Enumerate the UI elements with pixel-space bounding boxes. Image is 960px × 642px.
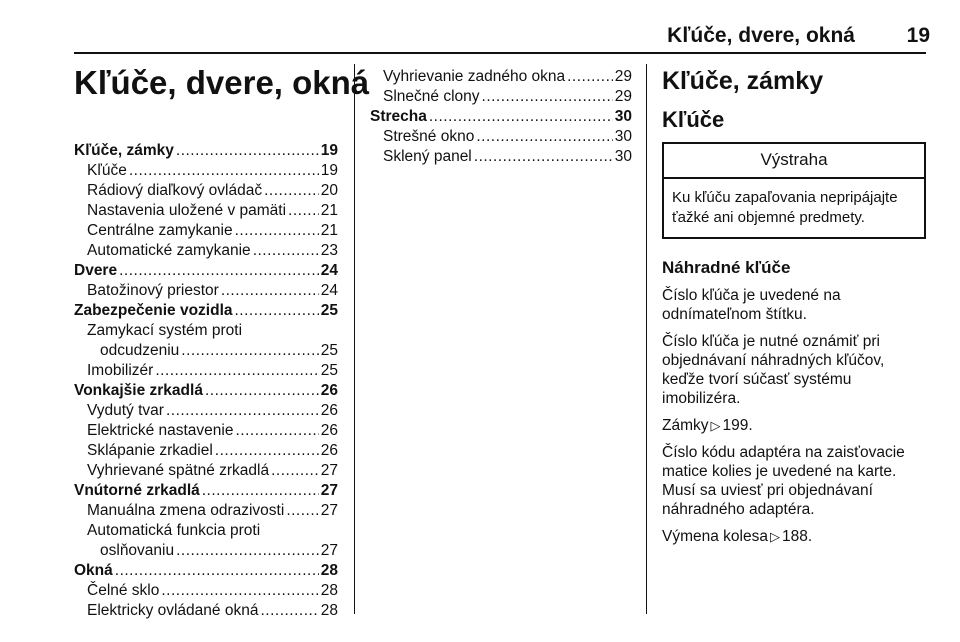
toc-entry-page: 28: [320, 602, 338, 619]
toc-entry[interactable]: [74, 401, 338, 421]
column-divider-left: [354, 64, 355, 614]
table-of-contents-column-2: [370, 67, 632, 167]
toc-entry-page: 29: [614, 68, 632, 85]
toc-entry-page: 30: [614, 108, 632, 125]
running-header-title: Kľúče, dvere, okná: [667, 24, 855, 47]
toc-entry[interactable]: [74, 581, 338, 601]
toc-entry-page: 24: [320, 262, 338, 279]
content-column: [662, 64, 926, 546]
toc-entry-page: 26: [320, 402, 338, 419]
toc-entry-page: 19: [320, 162, 338, 179]
toc-entry-label: Sklápanie zrkadiel: [87, 442, 213, 459]
toc-entry-page: 27: [320, 502, 338, 519]
toc-dot-leader: [235, 421, 318, 441]
toc-entry-page: 26: [320, 382, 338, 399]
toc-entry[interactable]: [370, 67, 632, 87]
toc-entry[interactable]: [74, 501, 338, 521]
table-of-contents-column-1: [74, 141, 338, 621]
body-paragraph: [662, 286, 926, 324]
toc-entry[interactable]: [74, 421, 338, 441]
toc-entry-label: Zabezpečenie vozidla: [74, 302, 233, 319]
warning-text: Ku kľúču zapaľovania nepripájajte ťažké ani objemné predmety.: [672, 189, 898, 226]
toc-entry-page: 28: [320, 582, 338, 599]
paragraph-text: Číslo kľúča je uvedené na odnímateľnom štítku.: [662, 287, 841, 323]
toc-entry-page: 28: [320, 562, 338, 579]
toc-entry-line: Zamykací systém proti: [87, 322, 243, 339]
toc-dot-leader: [476, 127, 612, 147]
toc-entry-label: Elektrické nastavenie: [87, 422, 234, 439]
toc-entry[interactable]: [74, 221, 338, 241]
toc-entry-page: 27: [320, 482, 338, 499]
toc-section-entry[interactable]: [74, 301, 338, 321]
toc-entry-page: 19: [320, 142, 338, 159]
toc-entry-page: 25: [320, 362, 338, 379]
toc-dot-leader: [166, 401, 319, 421]
arrow-reference-icon: ▷: [710, 418, 721, 433]
warning-box: [662, 142, 926, 239]
toc-dot-leader: [176, 141, 319, 161]
toc-entry-page: 29: [614, 88, 632, 105]
toc-entry-label: Slnečné clony: [383, 88, 480, 105]
toc-entry-page: 27: [320, 542, 338, 559]
toc-entry-label: Nastavenia uložené v pamäti: [87, 202, 287, 219]
toc-dot-leader: [235, 301, 319, 321]
toc-entry-label: odcudzeniu: [100, 342, 180, 359]
toc-dot-leader: [567, 67, 613, 87]
body-paragraph: [662, 443, 926, 519]
toc-section-entry[interactable]: [74, 261, 338, 281]
toc-section-entry[interactable]: [74, 481, 338, 501]
toc-dot-leader: [176, 541, 319, 561]
chapter-title: Kľúče, dvere, okná: [74, 64, 370, 101]
toc-entry-page: 26: [320, 442, 338, 459]
toc-entry-label: Okná: [74, 562, 113, 579]
toc-entry-label: Elektricky ovládané okná: [87, 602, 259, 619]
toc-entry[interactable]: [370, 127, 632, 147]
toc-dot-leader: [161, 581, 318, 601]
toc-entry-label: Automatické zamykanie: [87, 242, 251, 259]
toc-entry-label: Manuálna zmena odrazivosti: [87, 502, 285, 519]
toc-dot-leader: [129, 161, 319, 181]
toc-dot-leader: [260, 601, 318, 621]
toc-dot-leader: [288, 201, 319, 221]
toc-entry-label: Rádiový diaľkový ovládač: [87, 182, 263, 199]
toc-dot-leader: [155, 361, 318, 381]
toc-entry[interactable]: [74, 541, 338, 561]
toc-entry-label: Kľúče: [87, 162, 127, 179]
toc-dot-leader: [271, 461, 319, 481]
toc-entry[interactable]: [74, 601, 338, 621]
column-divider-right: [646, 64, 647, 614]
toc-section-entry[interactable]: [74, 381, 338, 401]
toc-entry-label: Kľúče, zámky: [74, 142, 174, 159]
toc-dot-leader: [264, 181, 319, 201]
toc-entry-page: 30: [614, 128, 632, 145]
cross-reference-paragraph: [662, 527, 926, 546]
toc-entry[interactable]: [74, 281, 338, 301]
toc-entry[interactable]: [370, 87, 632, 107]
toc-dot-leader: [202, 481, 319, 501]
toc-entry-label: Čelné sklo: [87, 582, 160, 599]
paragraph-text: Zámky: [662, 417, 709, 434]
subsection-title: Kľúče: [662, 107, 725, 132]
spare-keys-heading: Náhradné kľúče: [662, 258, 791, 277]
toc-entry-page: 27: [320, 462, 338, 479]
warning-heading: Výstraha: [664, 144, 924, 179]
toc-entry[interactable]: [74, 441, 338, 461]
toc-entry[interactable]: [74, 181, 338, 201]
toc-entry-line: Automatická funkcia proti: [87, 522, 261, 539]
toc-section-entry[interactable]: [74, 141, 338, 161]
toc-entry-label: oslňovaniu: [100, 542, 175, 559]
toc-entry-label: Vyhrievanie zadného okna: [383, 68, 566, 85]
toc-section-entry[interactable]: [74, 561, 338, 581]
toc-entry-page: 25: [320, 342, 338, 359]
toc-entry-label: Dvere: [74, 262, 118, 279]
toc-entry-label: Vydutý tvar: [87, 402, 164, 419]
toc-entry-label: Batožinový priestor: [87, 282, 219, 299]
arrow-reference-icon: ▷: [769, 529, 780, 544]
toc-entry-label: Strecha: [370, 108, 427, 125]
paragraph-text: Číslo kľúča je nutné oznámiť pri objednávaní náhradných kľúčov, keďže tvorí súčasť systému imobilizéra.: [662, 333, 885, 407]
toc-entry-page: 21: [320, 202, 338, 219]
toc-dot-leader: [221, 281, 319, 301]
toc-entry-label: Sklený panel: [383, 148, 472, 165]
toc-entry-label: Vonkajšie zrkadlá: [74, 382, 203, 399]
toc-entry[interactable]: [74, 461, 338, 481]
toc-entry[interactable]: [74, 341, 338, 361]
body-paragraphs: [662, 286, 926, 546]
toc-entry-page: 25: [320, 302, 338, 319]
toc-entry[interactable]: [74, 241, 338, 261]
toc-entry-label: Vnútorné zrkadlá: [74, 482, 200, 499]
body-paragraph: [662, 332, 926, 408]
cross-reference-paragraph: [662, 416, 926, 435]
toc-entry[interactable]: [74, 361, 338, 381]
toc-section-entry[interactable]: [370, 107, 632, 127]
toc-entry-label: Imobilizér: [87, 362, 154, 379]
toc-entry-label: Centrálne zamykanie: [87, 222, 233, 239]
toc-dot-leader: [215, 441, 319, 461]
toc-entry-page: 21: [320, 222, 338, 239]
running-header-page-number: 19: [906, 24, 930, 47]
toc-entry-label: Strešné okno: [383, 128, 475, 145]
toc-entry-page: 23: [320, 242, 338, 259]
header-divider: [74, 52, 926, 54]
toc-entry-page: 30: [614, 148, 632, 165]
toc-entry[interactable]: [74, 161, 338, 181]
toc-dot-leader: [115, 561, 319, 581]
toc-dot-leader: [119, 261, 319, 281]
page-reference-link[interactable]: 188.: [781, 528, 813, 545]
toc-entry-page: 24: [320, 282, 338, 299]
section-title: Kľúče, zámky: [662, 67, 824, 95]
toc-entry-label: Vyhrievané spätné zrkadlá: [87, 462, 270, 479]
toc-entry[interactable]: [74, 201, 338, 221]
toc-dot-leader: [482, 87, 613, 107]
toc-dot-leader: [429, 107, 613, 127]
paragraph-text: Číslo kódu adaptéra na zaisťovacie matice kolies je uvedené na karte. Musí sa uviesť pri objednávaní náhradného adaptéra.: [662, 444, 905, 518]
toc-dot-leader: [181, 341, 318, 361]
toc-entry-page: 20: [320, 182, 338, 199]
paragraph-text: Výmena kolesa: [662, 528, 768, 545]
toc-dot-leader: [235, 221, 319, 241]
toc-dot-leader: [286, 501, 318, 521]
toc-entry[interactable]: [370, 147, 632, 167]
toc-dot-leader: [474, 147, 613, 167]
toc-dot-leader: [253, 241, 319, 261]
toc-dot-leader: [205, 381, 319, 401]
toc-entry-page: 26: [320, 422, 338, 439]
page-reference-link[interactable]: 199.: [722, 417, 753, 434]
